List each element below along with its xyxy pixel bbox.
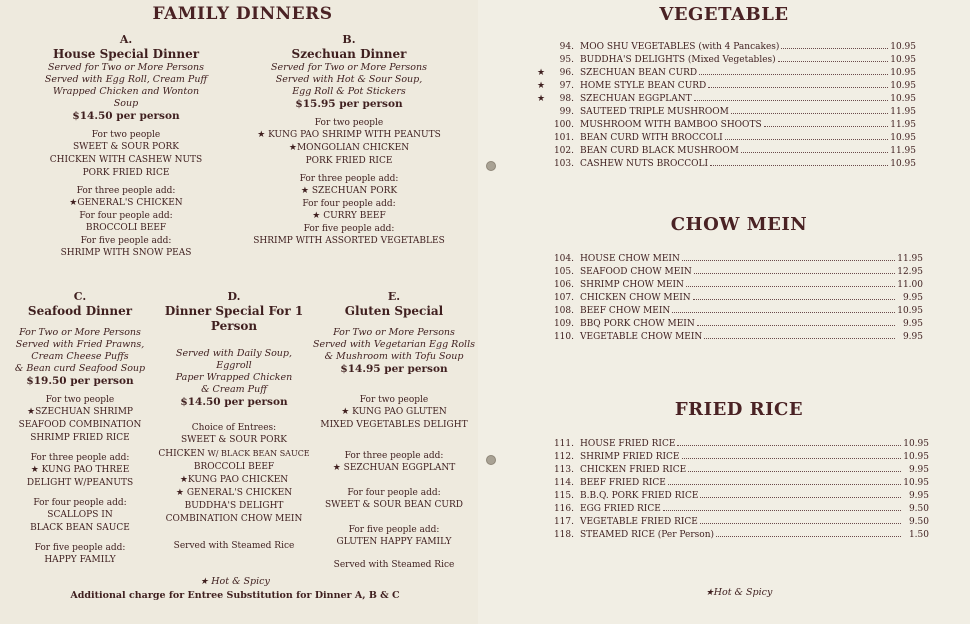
- item-number: 113.: [553, 465, 574, 475]
- item-name: BEAN CURD WITH BROCCOLI: [580, 133, 723, 143]
- dinner-b-price: $15.95 per person: [295, 98, 403, 110]
- item-number: 116.: [553, 504, 574, 514]
- item-number: 118.: [553, 530, 574, 540]
- leader-dots: [700, 523, 901, 524]
- dinner-a-four: BROCCOLI BEEF: [85, 223, 167, 233]
- dinner-d-served: Served with Steamed Rice: [173, 541, 295, 551]
- dinner-e-name: Gluten Special: [344, 304, 444, 318]
- item-number: 100.: [553, 120, 574, 130]
- leader-dots: [677, 445, 901, 446]
- menu-item-row: [534, 503, 929, 516]
- dinner-a-five-label: For five people add:: [80, 236, 172, 246]
- item-name: SAUTEED TRIPLE MUSHROOM: [580, 107, 729, 117]
- leader-dots: [731, 113, 888, 114]
- dinner-b-desc: Served with Hot & Sour Soup,: [275, 74, 423, 85]
- dinner-a-block: [40, 33, 212, 260]
- menu-item-row: [534, 106, 916, 119]
- hot-spicy-star-icon: ★: [536, 94, 546, 104]
- dinner-a-desc: Served with Egg Roll, Cream Puff: [44, 74, 208, 85]
- menu-item-row: [534, 93, 916, 106]
- dinner-b-two-label: For two people: [314, 118, 384, 128]
- dinner-e-served: Served with Steamed Rice: [333, 560, 455, 570]
- item-name: EGG FRIED RICE: [580, 504, 661, 514]
- dinner-e-three-label: For three people add:: [344, 451, 444, 461]
- dinner-a-price: $14.50 per person: [72, 110, 180, 122]
- dinner-d-entree: CHICKEN W/ BLACK BEAN SAUCE: [158, 449, 310, 459]
- item-name: B.B.Q. PORK FRIED RICE: [580, 491, 699, 501]
- item-name: MOO SHU VEGETABLES (with 4 Pancakes): [580, 42, 780, 52]
- chow-mein-title: CHOW MEIN: [670, 214, 808, 235]
- leader-dots: [781, 48, 888, 49]
- dinner-b-entree: ★ KUNG PAO SHRIMP WITH PEANUTS: [257, 130, 441, 140]
- leader-dots: [704, 338, 895, 339]
- dinner-e-desc: & Mushroom with Tofu Soup: [324, 351, 464, 362]
- dinner-c-three-label: For three people add:: [30, 453, 130, 463]
- dinner-b-letter: B.: [342, 33, 356, 46]
- leader-dots: [694, 100, 888, 101]
- menu-item-row: [534, 490, 929, 503]
- dinner-d-entree: COMBINATION CHOW MEIN: [165, 514, 303, 524]
- dinner-c-three: ★ KUNG PAO THREE: [30, 465, 130, 475]
- dinner-d-price: $14.50 per person: [180, 396, 288, 408]
- hot-spicy-star-icon: ★: [300, 186, 309, 196]
- item-number: 101.: [553, 133, 574, 143]
- dinner-c-five: HAPPY FAMILY: [44, 555, 116, 565]
- item-number: 106.: [553, 280, 574, 290]
- item-price: 10.95: [890, 133, 916, 143]
- dinner-d-desc: & Cream Puff: [201, 384, 267, 395]
- item-number: 96.: [559, 68, 574, 78]
- family-dinners-title: FAMILY DINNERS: [152, 4, 333, 24]
- dinner-d-block: [150, 290, 318, 552]
- dinner-d-entree: SWEET & SOUR PORK: [181, 435, 287, 445]
- menu-item-row: [534, 477, 929, 490]
- vegetable-title: VEGETABLE: [659, 4, 789, 25]
- item-name: HOUSE FRIED RICE: [580, 439, 676, 449]
- item-name: HOME STYLE BEAN CURD: [580, 81, 707, 91]
- left-panel: [0, 0, 478, 624]
- leader-dots: [693, 299, 895, 300]
- dinner-b-entree: ★MONGOLIAN CHICKEN: [288, 143, 410, 153]
- leader-dots: [764, 126, 888, 127]
- dinner-d-entree-sub: W/ BLACK BEAN SAUCE: [207, 449, 310, 458]
- dinner-e-five-label: For five people add:: [348, 525, 440, 535]
- item-price: 11.95: [897, 254, 923, 264]
- hot-spicy-star-icon: ★: [179, 475, 188, 485]
- item-number: 114.: [553, 478, 574, 488]
- item-number: 99.: [559, 107, 574, 117]
- menu-item-row: [534, 318, 923, 331]
- menu-item-row: [534, 464, 929, 477]
- dinner-c-price: $19.50 per person: [26, 375, 134, 387]
- hot-spicy-star-icon: ★: [257, 130, 266, 140]
- item-name: BBQ PORK CHOW MEIN: [580, 319, 695, 329]
- dinner-c-desc: Cream Cheese Puffs: [31, 351, 129, 362]
- menu-item-row: [534, 158, 916, 171]
- menu-item-row: [534, 292, 923, 305]
- dinner-b-five: SHRIMP WITH ASSORTED VEGETABLES: [253, 236, 445, 246]
- item-name: CASHEW NUTS BROCCOLI: [580, 159, 709, 169]
- dinner-e-entree: ★ KUNG PAO GLUTEN: [341, 407, 447, 417]
- dinner-a-five: SHRIMP WITH SNOW PEAS: [60, 248, 192, 258]
- chow-mein-list: [534, 253, 923, 344]
- item-price: 1.50: [908, 530, 929, 540]
- dinner-c-entree: ★SZECHUAN SHRIMP: [27, 407, 133, 417]
- menu-item-row: [534, 266, 923, 279]
- item-name: SZECHUAN EGGPLANT: [580, 94, 692, 104]
- dinner-b-desc: Served for Two or More Persons: [270, 62, 428, 73]
- leader-dots: [699, 74, 888, 75]
- item-number: 97.: [559, 81, 574, 91]
- dinner-c-four: BLACK BEAN SAUCE: [30, 523, 130, 533]
- item-price: 9.95: [908, 465, 929, 475]
- leader-dots: [663, 510, 901, 511]
- dinner-a-entree: SWEET & SOUR PORK: [73, 142, 179, 152]
- leader-dots: [668, 484, 901, 485]
- vegetable-list: [534, 41, 916, 171]
- dinner-d-entree: BUDDHA'S DELIGHT: [184, 501, 284, 511]
- dinner-d-letter: D.: [227, 290, 241, 303]
- menu-item-row: [534, 529, 929, 542]
- item-price: 11.95: [890, 107, 916, 117]
- item-price: 9.95: [902, 319, 923, 329]
- item-number: 107.: [553, 293, 574, 303]
- dinner-b-four-label: For four people add:: [302, 199, 396, 209]
- item-price: 9.50: [908, 504, 929, 514]
- item-name: VEGETABLE FRIED RICE: [580, 517, 698, 527]
- dinner-e-five: GLUTEN HAPPY FAMILY: [336, 537, 452, 547]
- hot-spicy-star-icon: ★: [536, 81, 546, 91]
- item-name: BEEF CHOW MEIN: [580, 306, 671, 316]
- dinner-c-desc: & Bean curd Seafood Soup: [14, 363, 146, 374]
- item-price: 10.95: [903, 478, 929, 488]
- dinner-a-two-label: For two people: [91, 130, 161, 140]
- item-price: 9.50: [908, 517, 929, 527]
- dinner-b-five-label: For five people add:: [303, 224, 395, 234]
- item-number: 117.: [553, 517, 574, 527]
- hot-spicy-star-icon: ★: [312, 211, 321, 221]
- dinner-b-name: Szechuan Dinner: [291, 47, 407, 61]
- leader-dots: [682, 260, 895, 261]
- item-price: 10.95: [903, 439, 929, 449]
- item-name: SZECHUAN BEAN CURD: [580, 68, 698, 78]
- dinner-d-desc: Served with Daily Soup,: [175, 348, 293, 359]
- item-name: MUSHROOM WITH BAMBOO SHOOTS: [580, 120, 762, 130]
- item-price: 10.95: [897, 306, 923, 316]
- dinner-c-entree: SEAFOOD COMBINATION: [18, 420, 142, 430]
- menu-item-row: [534, 145, 916, 158]
- dinner-a-three-label: For three people add:: [76, 186, 176, 196]
- binding-hole: [486, 161, 496, 171]
- dinner-b-block: [238, 33, 460, 248]
- item-name: CHICKEN FRIED RICE: [580, 465, 687, 475]
- dinner-a-entree: CHICKEN WITH CASHEW NUTS: [49, 155, 203, 165]
- item-name: BEAN CURD BLACK MUSHROOM: [580, 146, 739, 156]
- item-price: 9.95: [902, 293, 923, 303]
- dinner-e-block: [306, 290, 482, 571]
- leader-dots: [672, 312, 895, 313]
- dinner-e-four: SWEET & SOUR BEAN CURD: [325, 500, 463, 510]
- item-price: 10.95: [890, 55, 916, 65]
- dinner-d-name: Dinner Special For 1 Person: [164, 304, 304, 333]
- hot-spicy-legend-right: ★Hot & Spicy: [705, 587, 773, 598]
- dinner-c-four: SCALLOPS IN: [47, 510, 113, 520]
- menu-item-row: [534, 279, 923, 292]
- menu-item-row: [534, 438, 929, 451]
- hot-spicy-star-icon: ★: [705, 588, 714, 598]
- item-number: 112.: [553, 452, 574, 462]
- item-price: 11.95: [890, 120, 916, 130]
- dinner-c-desc: For Two or More Persons: [19, 327, 141, 338]
- dinner-d-desc: Paper Wrapped Chicken: [175, 372, 293, 383]
- dinner-c-three: DELIGHT W/PEANUTS: [26, 478, 134, 488]
- dinner-c-name: Seafood Dinner: [27, 304, 133, 318]
- dinner-a-letter: A.: [119, 33, 133, 46]
- item-number: 103.: [553, 159, 574, 169]
- dinner-b-four: ★ CURRY BEEF: [312, 211, 386, 221]
- item-name: BEEF FRIED RICE: [580, 478, 666, 488]
- leader-dots: [682, 458, 902, 459]
- leader-dots: [694, 273, 895, 274]
- item-price: 10.95: [890, 42, 916, 52]
- item-price: 10.95: [890, 81, 916, 91]
- item-number: 105.: [553, 267, 574, 277]
- right-panel: [478, 0, 970, 624]
- dinner-c-block: [2, 290, 158, 567]
- leader-dots: [700, 497, 901, 498]
- dinner-e-three: ★ SEZCHUAN EGGPLANT: [332, 463, 456, 473]
- dinner-b-three: ★ SZECHUAN PORK: [300, 186, 398, 196]
- menu-item-row: [534, 119, 916, 132]
- menu-item-row: [534, 67, 916, 80]
- dinner-b-entree: PORK FRIED RICE: [305, 156, 393, 166]
- dinner-e-two-label: For two people: [359, 395, 429, 405]
- dinner-b-three-label: For three people add:: [299, 174, 399, 184]
- item-number: 94.: [559, 42, 574, 52]
- item-name: HOUSE CHOW MEIN: [580, 254, 680, 264]
- leader-dots: [708, 87, 888, 88]
- dinner-e-entree: MIXED VEGETABLES DELIGHT: [320, 420, 468, 430]
- menu-item-row: [534, 331, 923, 344]
- hot-spicy-star-icon: ★: [200, 577, 209, 587]
- item-number: 104.: [553, 254, 574, 264]
- dinner-a-desc: Served for Two or More Persons: [47, 62, 205, 73]
- dinner-a-entree: PORK FRIED RICE: [82, 168, 170, 178]
- item-number: 110.: [553, 332, 574, 342]
- fried-rice-list: [534, 438, 929, 542]
- dinner-e-price: $14.95 per person: [340, 363, 448, 375]
- item-price: 9.95: [902, 332, 923, 342]
- hot-spicy-star-icon: ★: [175, 488, 184, 498]
- item-price: 10.95: [890, 94, 916, 104]
- dinner-e-desc: For Two or More Persons: [333, 327, 455, 338]
- item-number: 98.: [559, 94, 574, 104]
- item-name: BUDDHA'S DELIGHTS (Mixed Vegetables): [580, 55, 776, 65]
- dinner-c-five-label: For five people add:: [34, 543, 126, 553]
- dinner-d-desc: Eggroll: [216, 360, 252, 371]
- item-name: SHRIMP CHOW MEIN: [580, 280, 684, 290]
- item-name: VEGETABLE CHOW MEIN: [580, 332, 703, 342]
- dinner-d-entree: BROCCOLI BEEF: [193, 462, 275, 472]
- dinner-a-four-label: For four people add:: [79, 211, 173, 221]
- hot-spicy-star-icon: ★: [30, 465, 39, 475]
- hot-spicy-star-icon: ★: [69, 198, 78, 208]
- menu-item-row: [534, 305, 923, 318]
- item-price: 12.95: [897, 267, 923, 277]
- menu-item-row: [534, 253, 923, 266]
- dinner-d-entree: ★ GENERAL'S CHICKEN: [175, 488, 293, 498]
- dinner-e-desc: Served with Vegetarian Egg Rolls: [312, 339, 475, 350]
- hot-spicy-legend: ★ Hot & Spicy: [200, 576, 270, 587]
- item-price: 9.95: [908, 491, 929, 501]
- leader-dots: [725, 139, 888, 140]
- leader-dots: [710, 165, 888, 166]
- leader-dots: [686, 286, 895, 287]
- item-name: SEAFOOD CHOW MEIN: [580, 267, 692, 277]
- item-price: 11.95: [890, 146, 916, 156]
- dinner-c-four-label: For four people add:: [33, 498, 127, 508]
- menu-item-row: [534, 451, 929, 464]
- item-price: 10.95: [903, 452, 929, 462]
- dinner-d-choice-label: Choice of Entrees:: [191, 423, 277, 433]
- leader-dots: [778, 61, 888, 62]
- dinner-a-three: ★GENERAL'S CHICKEN: [69, 198, 183, 208]
- substitution-note: Additional charge for Entree Substitution for Dinner A, B & C: [70, 590, 400, 601]
- menu-item-row: [534, 54, 916, 67]
- dinner-c-desc: Served with Fried Prawns,: [15, 339, 145, 350]
- item-number: 108.: [553, 306, 574, 316]
- hot-spicy-star-icon: ★: [536, 68, 546, 78]
- hot-spicy-star-icon: ★: [27, 407, 36, 417]
- menu-item-row: [534, 516, 929, 529]
- item-price: 11.00: [897, 280, 923, 290]
- menu-item-row: [534, 41, 916, 54]
- leader-dots: [741, 152, 888, 153]
- item-number: 111.: [553, 439, 574, 449]
- item-number: 109.: [553, 319, 574, 329]
- fried-rice-title: FRIED RICE: [674, 399, 804, 420]
- dinner-c-two-label: For two people: [45, 395, 115, 405]
- item-number: 95.: [559, 55, 574, 65]
- dinner-d-entree: ★KUNG PAO CHICKEN: [179, 475, 289, 485]
- hot-spicy-star-icon: ★: [288, 143, 297, 153]
- hot-spicy-star-icon: ★: [341, 407, 350, 417]
- dinner-c-letter: C.: [73, 290, 87, 303]
- dinner-e-letter: E.: [387, 290, 401, 303]
- item-name: SHRIMP FRIED RICE: [580, 452, 680, 462]
- leader-dots: [697, 325, 895, 326]
- item-number: 102.: [553, 146, 574, 156]
- dinner-a-desc: Wrapped Chicken and Wonton Soup: [52, 86, 200, 109]
- menu-item-row: [534, 80, 916, 93]
- item-name: CHICKEN CHOW MEIN: [580, 293, 691, 303]
- binding-hole: [486, 455, 496, 465]
- leader-dots: [716, 536, 901, 537]
- dinner-c-entree: SHRIMP FRIED RICE: [30, 433, 130, 443]
- dinner-b-desc: Egg Roll & Pot Stickers: [292, 86, 406, 97]
- leader-dots: [688, 471, 901, 472]
- menu-item-row: [534, 132, 916, 145]
- item-price: 10.95: [890, 159, 916, 169]
- dinner-e-four-label: For four people add:: [347, 488, 441, 498]
- item-number: 115.: [553, 491, 574, 501]
- item-price: 10.95: [890, 68, 916, 78]
- dinner-a-name: House Special Dinner: [52, 47, 200, 61]
- item-name: STEAMED RICE (Per Person): [580, 530, 715, 540]
- hot-spicy-star-icon: ★: [332, 463, 341, 473]
